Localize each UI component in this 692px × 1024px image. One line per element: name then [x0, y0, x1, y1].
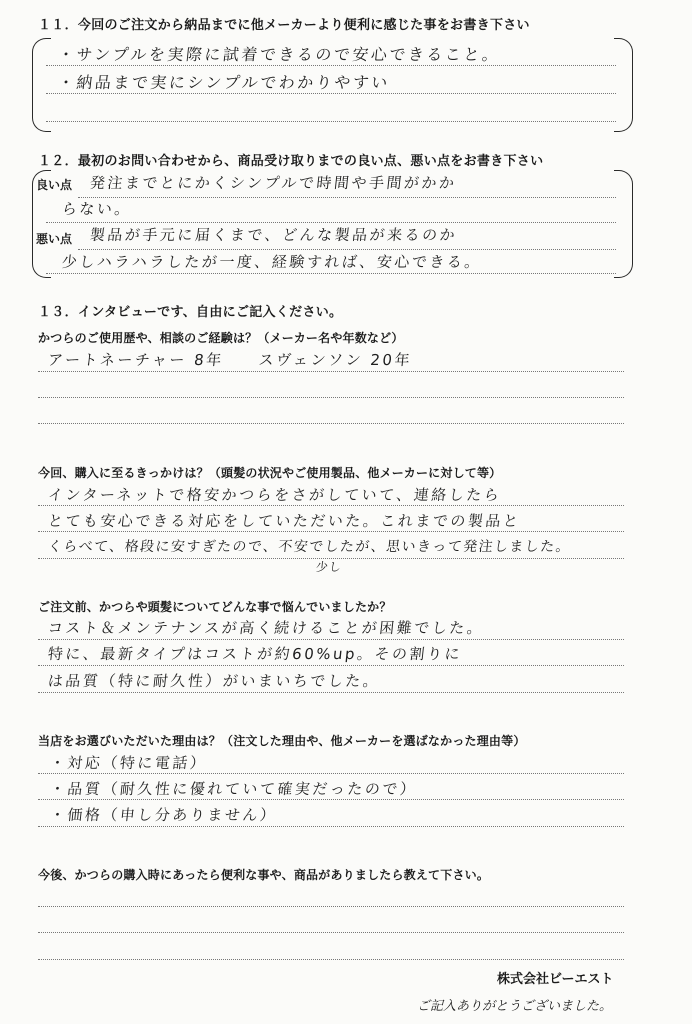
- answer-line: [38, 505, 624, 506]
- q11-answer-line-1: ・サンプルを実際に試着できるので安心できること。: [56, 45, 502, 64]
- q12-good-line-1: 発注までとにかくシンプルで時間や手間がかか: [89, 174, 458, 192]
- answer-line: [38, 826, 624, 827]
- q11-left-bracket: [32, 38, 51, 132]
- q12-bad-line-1: 製品が手元に届くまで、どんな製品が来るのか: [89, 226, 459, 244]
- answer-line: [78, 197, 616, 198]
- q11-heading: １１．今回のご注文から納品までに他メーカーより便利に感じた事をお書き下さい: [38, 18, 530, 33]
- wishes-question: 今後、かつらの購入時にあったら便利な事や、商品がありましたら教えて下さい。: [38, 868, 490, 882]
- worries-answer-line-1: コスト＆メンテナンスが高く続けることが困難でした。: [47, 619, 486, 637]
- worries-question: ご注文前、かつらや頭髪についてどんな事で悩んでいましたか？: [38, 600, 392, 614]
- answer-line: [38, 531, 624, 532]
- answer-line: [38, 959, 624, 960]
- thanks-message: ご記入ありがとうございました。: [417, 999, 613, 1014]
- history-question: かつらのご使用歴や、相談のご経験は？（メーカー名や年数など）: [38, 331, 404, 345]
- answer-line: [38, 773, 624, 774]
- answer-line: [38, 692, 624, 693]
- answer-line: [38, 906, 624, 907]
- q12-good-line-2: らない。: [61, 200, 133, 218]
- q11-right-bracket: [614, 38, 633, 132]
- answer-line: [38, 639, 624, 640]
- q12-bad-line-2: 少しハラハラしたが一度、経験すれば、安心できる。: [61, 253, 483, 271]
- company-name: 株式会社ビーエスト: [497, 972, 614, 987]
- good-point-label: 良い点: [36, 178, 73, 192]
- q12-right-bracket: [614, 170, 633, 278]
- answer-line: [78, 249, 616, 250]
- answer-line: [46, 93, 616, 94]
- q13-heading: １３．インタビューです、自由にご記入ください。: [38, 305, 343, 320]
- worries-answer-line-2: 特に、最新タイプはコストが約60%up。その割りに: [47, 645, 464, 663]
- reason-answer-line-1: インターネットで格安かつらをさがしていて、連絡したら: [47, 486, 503, 504]
- answer-line: [38, 423, 624, 424]
- answer-line: [38, 799, 624, 800]
- worries-answer-line-3: は品質（特に耐久性）がいまいちでした。: [47, 672, 382, 690]
- choice-answer-line-3: ・価格（申し分ありません）: [49, 806, 279, 824]
- answer-line: [38, 397, 624, 398]
- answer-line: [46, 121, 616, 122]
- choice-answer-line-1: ・対応（特に電話）: [49, 754, 209, 772]
- choice-question: 当店をお選びいただいた理由は？（注文した理由や、他メーカーを選ばなかった理由等）: [38, 734, 526, 748]
- choice-answer-line-2: ・品質（耐久性に優れていて確実だったので）: [49, 780, 419, 798]
- q12-heading: １２．最初のお問い合わせから、商品受け取りまでの良い点、悪い点をお書き下さい: [38, 154, 544, 169]
- bad-point-label: 悪い点: [36, 232, 73, 246]
- reason-answer-line-2: とても安心できる対応をしていただいた。これまでの製品と: [47, 512, 522, 530]
- q11-answer-line-2: ・納品まで実にシンプルでわかりやすい: [56, 73, 391, 92]
- answer-line: [38, 371, 624, 372]
- reason-insert-note: 少し: [315, 560, 343, 574]
- answer-line: [38, 932, 624, 933]
- answer-line: [46, 222, 616, 223]
- reason-question: 今回、購入に至るきっかけは？（頭髪の状況やご使用製品、他メーカーに対して等）: [38, 466, 502, 480]
- answer-line: [38, 665, 624, 666]
- answer-line: [46, 65, 616, 66]
- history-answer-line-1: アートネーチャー 8年 スヴェンソン 20年: [47, 351, 413, 369]
- answer-line: [46, 273, 616, 274]
- reason-answer-line-3: くらべて、格段に安すぎたので、不安でしたが、思いきって発注しました。: [47, 539, 572, 555]
